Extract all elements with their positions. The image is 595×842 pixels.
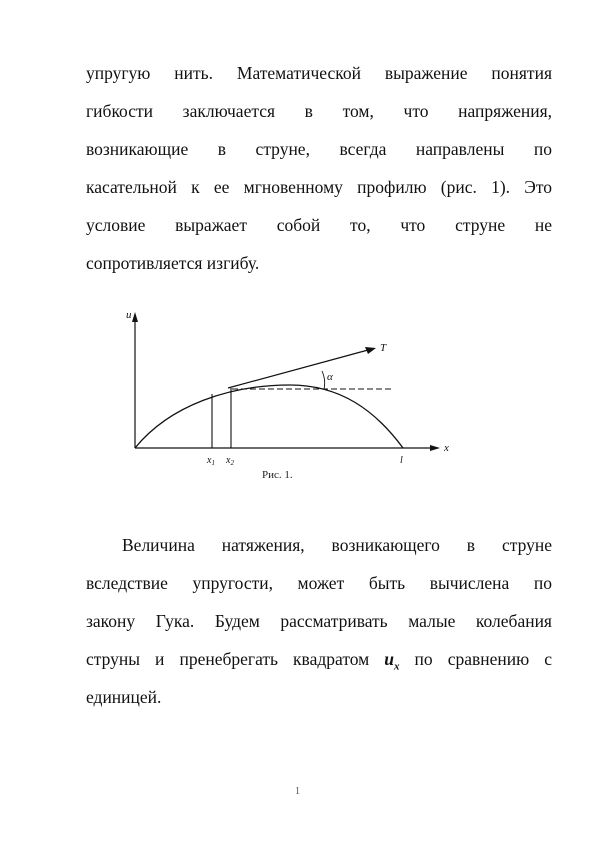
paragraph-1-line: возникающие в струне, всегда направлены по — [86, 139, 552, 159]
x1-label — [206, 455, 215, 467]
x2-label-main: x — [226, 455, 231, 466]
string-profile-curve — [135, 385, 403, 448]
paragraph-1-line: упругую нить. Математической выражение понятия — [86, 63, 552, 83]
paragraph-2-line: единицей. — [86, 687, 162, 707]
angle-label-alpha: α — [327, 371, 333, 383]
variable-u-subscript: x — [394, 660, 400, 673]
x2-label — [225, 455, 234, 467]
x2-label-sub: 2 — [230, 459, 234, 467]
paragraph-2 — [86, 526, 552, 716]
paragraph-1 — [86, 54, 552, 282]
tangent-arrowhead — [365, 347, 376, 354]
u-axis-arrowhead — [132, 312, 138, 322]
figure-caption: Рис. 1. — [262, 469, 293, 481]
paragraph-1-line: условие выражает собой то, что струне не — [86, 215, 552, 235]
tangent-label-T: T — [380, 342, 387, 354]
page-number: 1 — [295, 786, 300, 797]
l-label: l — [400, 455, 403, 466]
paragraph-1-line: сопротивляется изгибу. — [86, 253, 260, 273]
x1-label-main: x — [207, 455, 212, 466]
paragraph-2-line: Величина натяжения, возникающего в струне — [122, 535, 552, 555]
angle-arc — [322, 371, 325, 389]
paragraph-2-line4-end: по сравнению с — [399, 649, 552, 669]
u-axis-label: u — [126, 309, 132, 321]
paragraph-2-line — [86, 640, 552, 678]
paragraph-1-line: касательной к ее мгновенному профилю (рис. 1). Это — [86, 177, 552, 197]
paragraph-2-line: закону Гука. Будем рассматривать малые колебания — [86, 611, 552, 631]
x-axis-arrowhead — [430, 445, 440, 451]
variable-u: u — [384, 649, 395, 669]
x-axis-label: x — [444, 442, 449, 454]
tangent-line — [228, 350, 368, 388]
paragraph-1-line: гибкости заключается в том, что напряжения, — [86, 101, 552, 121]
paragraph-2-line: вследствие упругости, может быть вычислена по — [86, 573, 552, 593]
paragraph-2-line4-start: струны и пренебрегать квадратом — [86, 649, 385, 669]
x1-label-sub: 1 — [211, 459, 215, 467]
